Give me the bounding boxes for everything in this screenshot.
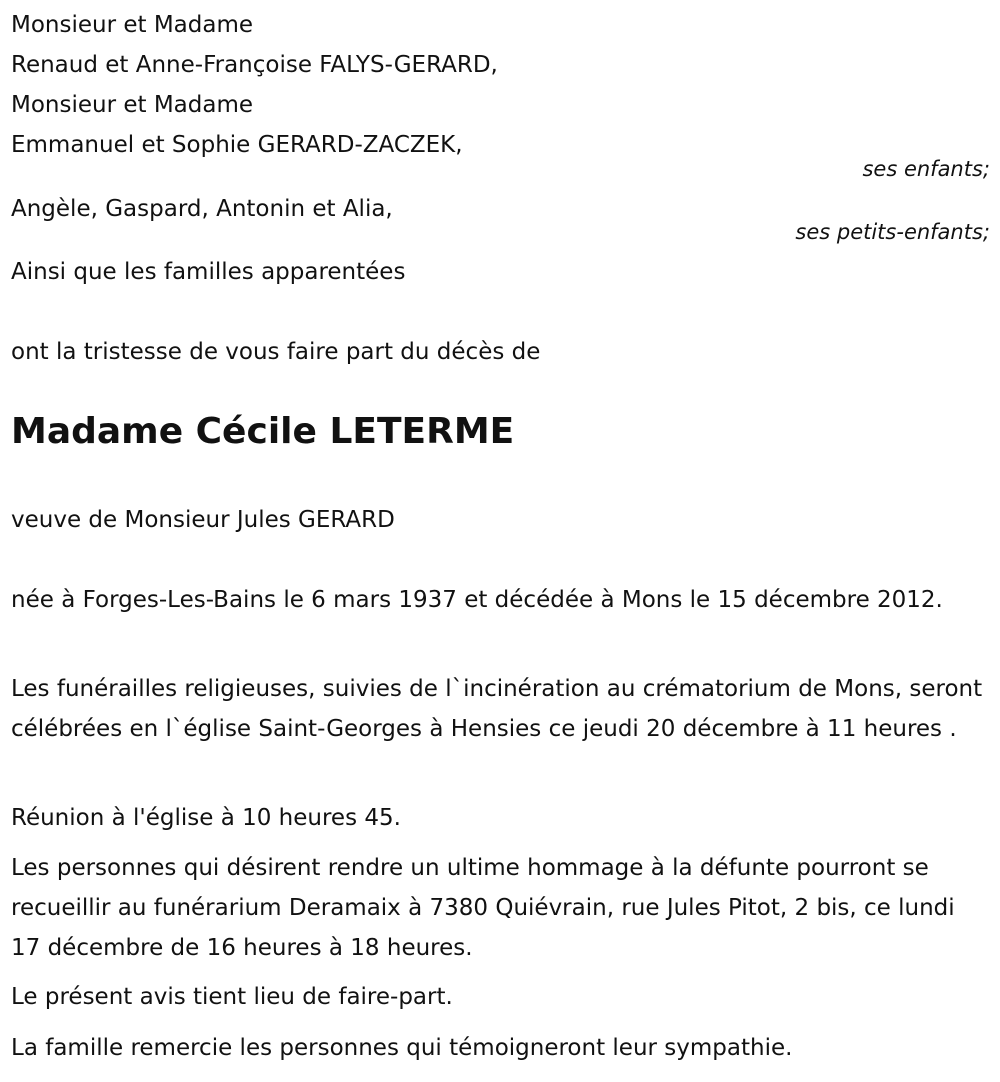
deceased-name: Madame Cécile LETERME bbox=[11, 411, 515, 452]
family-line-2: Renaud et Anne-Françoise FALYS-GERARD, bbox=[11, 52, 498, 78]
announcement-line: ont la tristesse de vous faire part du décès de bbox=[11, 339, 541, 365]
grandchildren-role: ses petits-enfants; bbox=[795, 220, 990, 244]
grandchildren-names: Angèle, Gaspard, Antonin et Alia, bbox=[11, 196, 393, 222]
family-line-1: Monsieur et Madame bbox=[11, 12, 254, 38]
funeral-paragraph: Les funérailles religieuses, suivies de l`incinération au crématorium de Mons, seront célébrées en l`église Saint-Georges à Hensies ce jeudi 20 décembre à 11 heures . bbox=[11, 676, 983, 742]
visitation-paragraph: Les personnes qui désirent rendre un ultime hommage à la défunte pourront se recueillir au funérarium Deramaix à 7380 Quiévrain, rue Jules Pitot, 2 bis, ce lundi 17 décembre de 16 heures à 18 heures. bbox=[11, 855, 955, 961]
children-role: ses enfants; bbox=[862, 157, 990, 181]
notice-paragraph: Le présent avis tient lieu de faire-part. bbox=[11, 984, 453, 1010]
family-line-4: Emmanuel et Sophie GERARD-ZACZEK, bbox=[11, 132, 463, 158]
widow-of-line: veuve de Monsieur Jules GERARD bbox=[11, 507, 395, 533]
family-line-3: Monsieur et Madame bbox=[11, 92, 254, 118]
relatives-line: Ainsi que les familles apparentées bbox=[11, 259, 406, 285]
thanks-paragraph: La famille remercie les personnes qui témoigneront leur sympathie. bbox=[11, 1035, 793, 1061]
birth-death-paragraph: née à Forges-Les-Bains le 6 mars 1937 et décédée à Mons le 15 décembre 2012. bbox=[11, 587, 943, 613]
meeting-paragraph: Réunion à l'église à 10 heures 45. bbox=[11, 805, 401, 831]
